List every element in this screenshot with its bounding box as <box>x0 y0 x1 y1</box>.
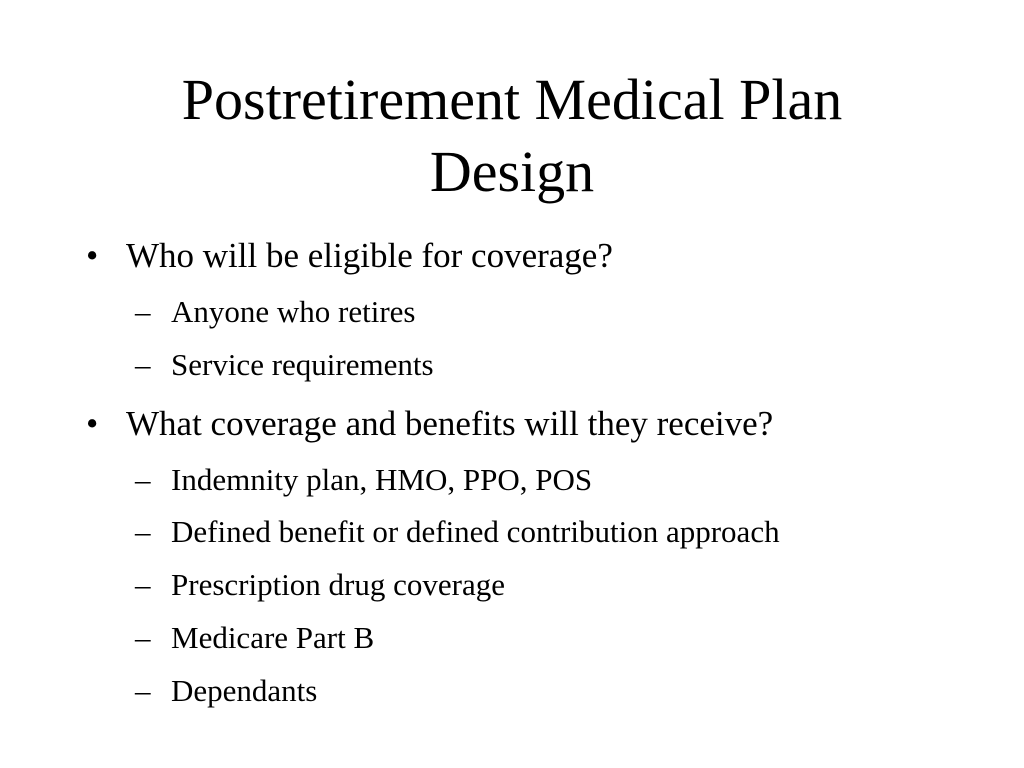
bullet-marker: • <box>86 236 99 275</box>
slide-title-line-2: Design <box>429 139 595 204</box>
sub-text: Service requirements <box>171 347 434 382</box>
bullet-text: Who will be eligible for coverage? <box>126 236 613 275</box>
sub-marker: – <box>135 673 151 708</box>
sub-text: Indemnity plan, HMO, PPO, POS <box>171 462 593 497</box>
sub-marker: – <box>135 567 151 602</box>
sub-text: Defined benefit or defined contribution approach <box>171 514 780 549</box>
sub-marker: – <box>135 620 151 655</box>
bullet-marker: • <box>86 404 99 443</box>
sub-marker: – <box>135 347 151 382</box>
sub-text: Prescription drug coverage <box>171 567 505 602</box>
sub-text: Anyone who retires <box>171 294 416 329</box>
sub-marker: – <box>135 462 151 497</box>
sub-marker: – <box>135 294 151 329</box>
sub-text: Dependants <box>171 673 318 708</box>
sub-text: Medicare Part B <box>171 620 375 655</box>
bullet-text: What coverage and benefits will they receive? <box>126 404 774 443</box>
sub-marker: – <box>135 514 151 549</box>
slide-title-line-1: Postretirement Medical Plan <box>181 67 843 132</box>
